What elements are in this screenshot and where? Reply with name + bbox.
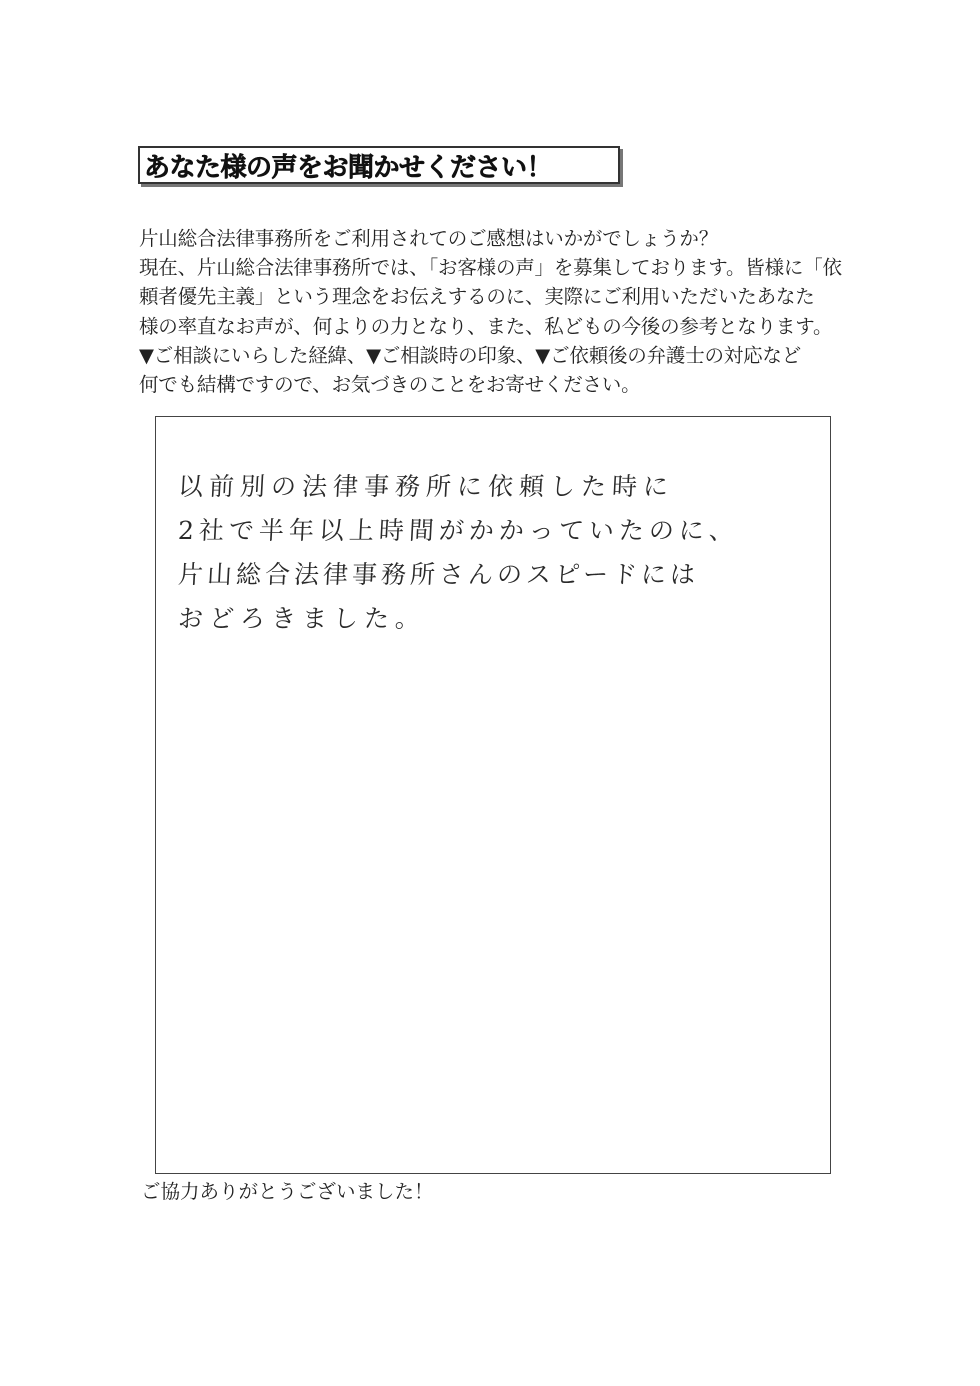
- handwritten-line: おどろきました。: [177, 604, 427, 633]
- intro-line: 現在、片山総合法律事務所では、「お客様の声」を募集しております。皆様に「依: [139, 256, 842, 280]
- page-title: あなた様の声をお聞かせください！: [144, 152, 553, 183]
- thank-you-note: ご協力ありがとうございました！: [141, 1180, 434, 1203]
- intro-line: 頼者優先主義」という理念をお伝えするのに、実際にご利用いただいたあなた: [139, 285, 815, 309]
- handwritten-line: 2社で半年以上時間がかかっていたのに、: [177, 516, 740, 545]
- title-banner: [138, 146, 620, 184]
- handwritten-line: 以前別の法律事務所に依頼した時に: [177, 472, 675, 501]
- intro-line: 何でも結構ですので、お気づきのことをお寄せください。: [139, 372, 641, 396]
- intro-paragraph: [139, 224, 849, 399]
- response-box: [155, 416, 831, 1174]
- intro-line: 様の率直なお声が、何よりの力となり、また、私どもの今後の参考となります。: [139, 314, 833, 338]
- intro-line: 片山総合法律事務所をご利用されてのご感想はいかがでしょうか？: [139, 227, 719, 250]
- handwritten-line: 片山総合法律事務所さんのスピードには: [177, 560, 700, 589]
- handwritten-response: [178, 465, 818, 641]
- intro-line: ▼ご相談にいらした経緯、▼ご相談時の印象、▼ご依頼後の弁護士の対応など: [139, 343, 801, 367]
